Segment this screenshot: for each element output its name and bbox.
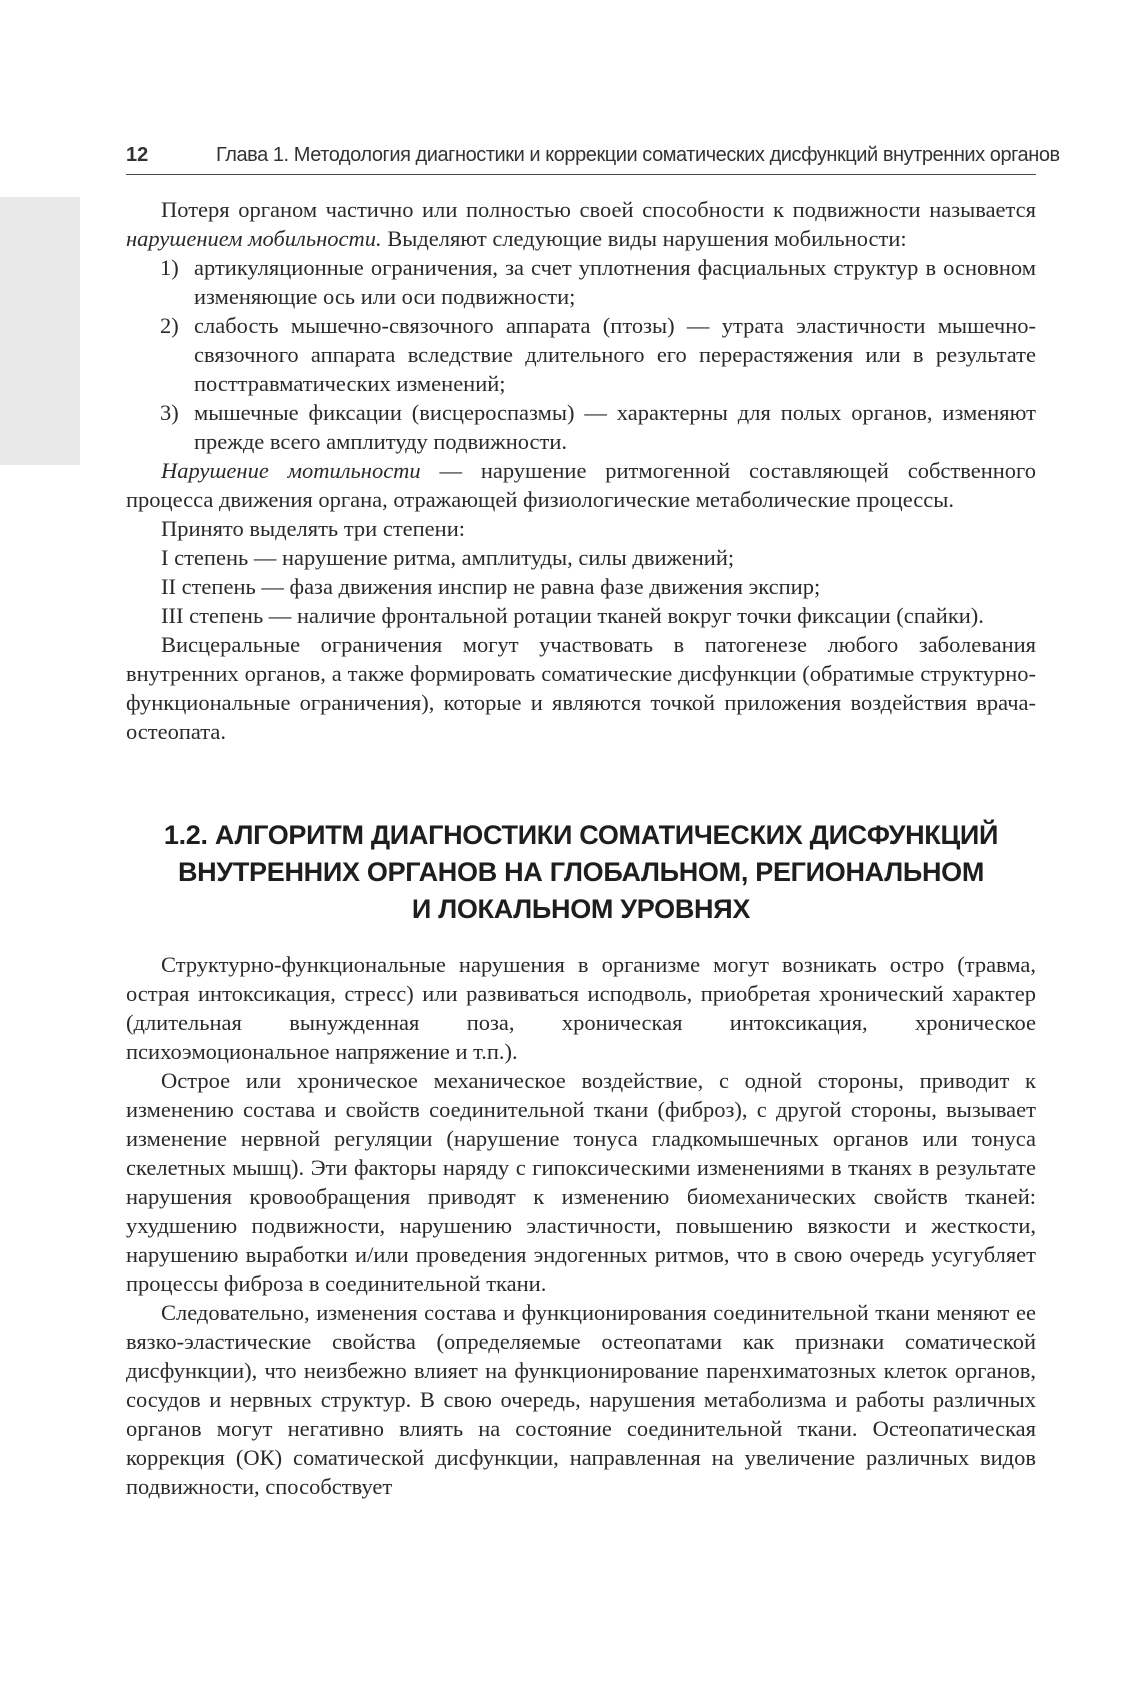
section-heading-line-2: ВНУТРЕННИХ ОРГАНОВ НА ГЛОБАЛЬНОМ, РЕГИОНАЛЬНОМ (177, 857, 985, 887)
section-heading (126, 817, 1036, 928)
mobility-intro-start: Потеря органом частично или полностью своей способности к подвижности называется (161, 197, 1036, 222)
list-text: слабость мышечно-связочного аппарата (птозы) — утрата эластичности мышечно-связочного аппарата вследствие длительного его перерастяжения или в результате посттравматических изменений; (194, 313, 1036, 396)
list-item (160, 311, 1036, 398)
list-number: 2) (160, 313, 179, 338)
list-number: 3) (160, 400, 179, 425)
section-one-text (126, 195, 1036, 746)
degree-3: III степень — наличие фронтальной ротации тканей вокруг точки фиксации (спайки). (161, 603, 984, 628)
paragraph-onset: Структурно-функциональные нарушения в организме могут возникать остро (травма, острая интоксикация, стресс) или развиваться исподволь, приобретая хронический характер (длительная вынужденная поза, хроническая интоксикация, хроническое психоэмоциональное напряжение и т.п.). (126, 952, 1036, 1064)
mobility-intro-paragraph (126, 195, 1036, 253)
visceral-paragraph: Висцеральные ограничения могут участвовать в патогенезе любого заболевания внутренних органов, а также формировать соматические дисфункции (обратимые структурно-функциональные ограничения), которые и являются точкой приложения воздействия врача-остеопата. (126, 632, 1036, 744)
degree-1: I степень — нарушение ритма, амплитуды, силы движений; (161, 545, 735, 570)
section-two-text (126, 950, 1036, 1501)
list-text: мышечные фиксации (висцероспазмы) — характерны для полых органов, изменяют прежде всего амплитуду подвижности. (194, 400, 1036, 454)
degrees-intro: Принято выделять три степени: (161, 516, 466, 541)
section-heading-line-1: 1.2. АЛГОРИТМ ДИАГНОСТИКИ СОМАТИЧЕСКИХ ДИСФУНКЦИЙ (163, 820, 999, 850)
chapter-title: Глава 1. Методология диагностики и коррекции соматических дисфункций внутренних органов (216, 144, 1060, 166)
list-item (160, 398, 1036, 456)
paragraph-mechanical-impact: Острое или хроническое механическое воздействие, с одной стороны, приводит к изменению состава и свойств соединительной ткани (фиброз), с другой стороны, вызывает изменение нервной регуляции (нарушение тонуса гладкомышечных органов или тонуса скелетных мышц). Эти факторы наряду с гипоксическими изменениями в тканях в результате нарушения кровообращения приводят к изменению биомеханических свойств тканей: ухудшению подвижности, нарушению эластичности, повышению вязкости и жесткости, нарушению выработки и/или проведения эндогенных ритмов, что в свою очередь усугубляет процессы фиброза в соединительной ткани. (126, 1068, 1036, 1296)
motility-term: Нарушение мотильности (161, 458, 421, 483)
list-number: 1) (160, 255, 179, 280)
section-heading-line-3: И ЛОКАЛЬНОМ УРОВНЯХ (411, 894, 751, 924)
paragraph-consequences: Следовательно, изменения состава и функционирования соединительной ткани меняют ее вязко-эластические свойства (определяемые остеопатами как признаки соматической дисфункции), что неизбежно влияет на функционирование паренхиматозных клеток органов, сосудов и нервных структур. В свою очередь, нарушения метаболизма и работы различных органов могут негативно влиять на состояние соединительной ткани. Остеопатическая коррекция (ОК) соматической дисфункции, направленная на увеличение различных видов подвижности, способствует (126, 1300, 1036, 1499)
list-item (160, 253, 1036, 311)
list-text: артикуляционные ограничения, за счет уплотнения фасциальных структур в основном изменяющие ось или оси подвижности; (194, 255, 1036, 309)
running-header (126, 140, 1060, 175)
page-number: 12 (126, 144, 149, 166)
motility-text: — нарушение ритмогенной составляющей собственного процесса движения органа, отражающей физиологические метаболические процессы. (126, 458, 1036, 512)
mobility-intro-end: Выделяют следующие виды нарушения мобильности: (381, 226, 907, 251)
page-edge-tab (0, 197, 80, 465)
mobility-term: нарушением мобильности. (126, 226, 382, 251)
degree-2: II степень — фаза движения инспир не равна фазе движения экспир; (161, 574, 821, 599)
motility-paragraph (126, 456, 1036, 514)
